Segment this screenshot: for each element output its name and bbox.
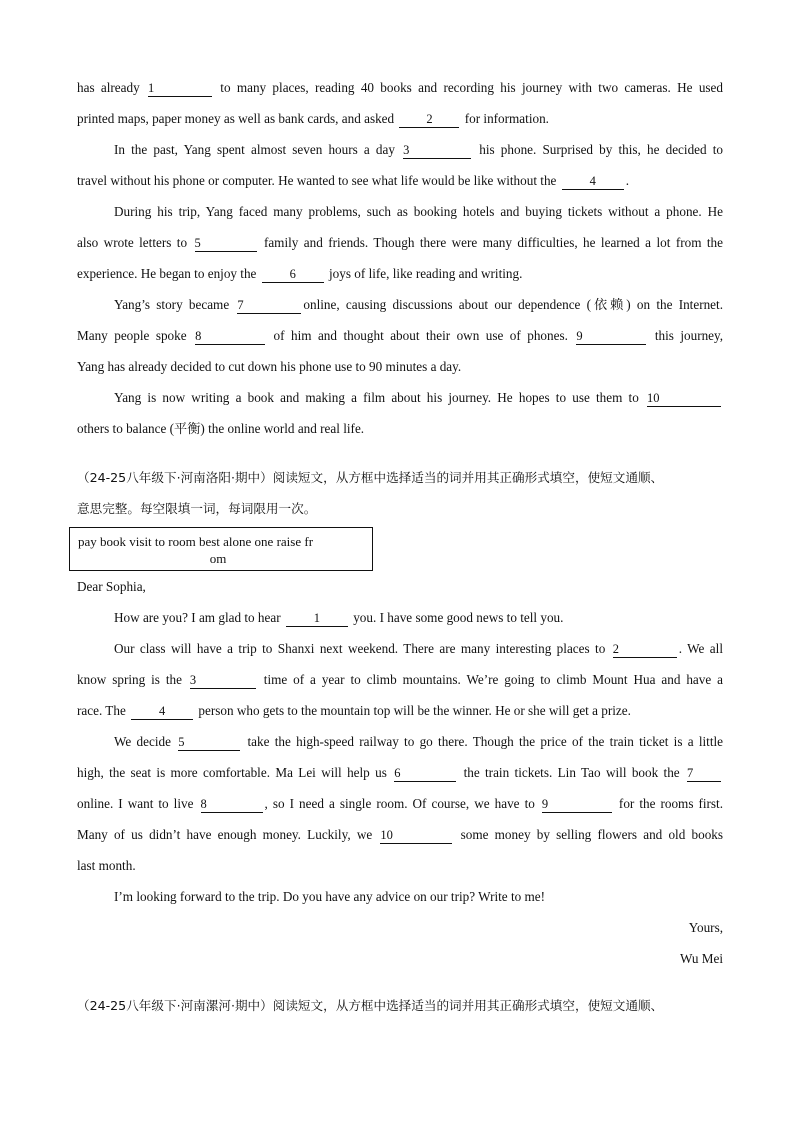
blank-3[interactable] <box>403 143 471 159</box>
instructions-line <box>77 462 723 493</box>
text: online. I want to live <box>77 796 194 811</box>
blank-number: 2 <box>426 112 433 126</box>
text: In the past, Yang spent almost seven hours a day <box>114 142 395 157</box>
blank-number: 10 <box>380 828 393 842</box>
blank-4[interactable] <box>131 704 193 720</box>
passage-line <box>77 103 723 134</box>
text: Yang is now writing a book and making a film about his journey. He hopes to use them to <box>114 390 639 405</box>
blank-8[interactable] <box>201 797 263 813</box>
text: Many people spoke <box>77 328 187 343</box>
text: of him and thought about their own use of phones. <box>273 328 568 343</box>
spacer <box>77 444 723 462</box>
blank-2[interactable] <box>399 112 459 128</box>
passage-line <box>77 227 723 258</box>
blank-number: 6 <box>289 267 296 281</box>
text: you. I have some good news to tell you. <box>353 610 564 625</box>
text: take the high-speed railway to go there. Though the price of the train ticket is a little <box>247 734 724 749</box>
passage-line <box>77 289 723 320</box>
blank-1[interactable] <box>148 81 212 97</box>
text: Many of us didn’t have enough money. Luckily, we <box>77 827 373 842</box>
text: this journey, <box>654 328 724 343</box>
blank-10[interactable] <box>380 828 452 844</box>
word-bank-line: om <box>209 551 227 566</box>
blank-8[interactable] <box>195 329 265 345</box>
text: his phone. Surprised by this, he decided to <box>479 142 724 157</box>
blank-number: 6 <box>394 766 401 780</box>
letter-line <box>77 695 723 726</box>
text: for information. <box>464 111 549 126</box>
letter-closing <box>77 912 723 943</box>
text: Yang’s story became <box>114 297 230 312</box>
blank-number: 9 <box>576 329 583 343</box>
text: for the rooms first. <box>618 796 724 811</box>
blank-7[interactable] <box>237 298 301 314</box>
blank-number: 7 <box>687 766 694 780</box>
letter-line <box>77 819 723 850</box>
passage-line <box>77 72 723 103</box>
text: time of a year to climb mountains. We’re going to climb Mount Hua and have a <box>263 672 724 687</box>
closing: Yours, <box>688 920 723 935</box>
blank-9[interactable] <box>576 329 646 345</box>
blank-number: 4 <box>158 704 166 718</box>
signature: Wu Mei <box>679 951 723 966</box>
letter-signature <box>77 943 723 974</box>
text: . <box>625 173 629 188</box>
text: high, the seat is more comfortable. Ma Lei will help us <box>77 765 387 780</box>
text: travel without his phone or computer. He wanted to see what life would be like without the <box>77 173 557 188</box>
letter-line <box>77 664 723 695</box>
greeting: Dear Sophia, <box>77 579 146 594</box>
blank-number: 3 <box>189 673 197 687</box>
exercise-luohe <box>77 990 723 1021</box>
text: others to balance (平衡) the online world and real life. <box>77 421 365 436</box>
letter-line <box>77 881 723 912</box>
passage-line <box>77 413 723 444</box>
text: family and friends. Though there were many difficulties, he learned a lot from the <box>263 235 724 250</box>
text: Yang has already decided to cut down his phone use to 90 minutes a day. <box>77 359 462 374</box>
text: race. The <box>77 703 126 718</box>
text: During his trip, Yang faced many problems, such as booking hotels and buying tickets without a phone. He <box>114 204 723 219</box>
blank-number: 5 <box>194 236 201 250</box>
text: joys of life, like reading and writing. <box>329 266 523 281</box>
text: I’m looking forward to the trip. Do you have any advice on our trip? Write to me! <box>114 889 545 904</box>
text: printed maps, paper money as well as bank cards, and asked <box>77 111 395 126</box>
letter-line <box>77 633 723 664</box>
passage-line <box>77 134 723 165</box>
text: . We all <box>678 641 723 656</box>
blank-number: 9 <box>541 797 549 811</box>
blank-10[interactable] <box>647 391 721 407</box>
passage-line <box>77 382 723 413</box>
worksheet-page <box>77 72 723 1021</box>
blank-number: 7 <box>237 298 244 312</box>
blank-5[interactable] <box>178 735 240 751</box>
exercise-luoyang <box>77 462 723 974</box>
blank-5[interactable] <box>195 236 257 252</box>
letter-greeting <box>77 571 723 602</box>
instructions: （24-25八年级下·河南洛阳·期中）阅读短文，从方框中选择适当的词并用其正确形式填空，使短文通顺、 <box>77 470 664 485</box>
text: We decide <box>114 734 171 749</box>
blank-4[interactable] <box>562 174 624 190</box>
text: to many places, reading 40 books and recording his journey with two cameras. He used <box>220 80 723 95</box>
blank-number: 4 <box>589 174 596 188</box>
instructions: 意思完整。每空限填一词，每词限用一次。 <box>77 501 317 516</box>
blank-number: 1 <box>313 611 321 625</box>
word-bank-line: pay book visit to room best alone one raise fr <box>78 534 314 549</box>
letter-line <box>77 850 723 881</box>
passage-line <box>77 320 723 351</box>
word-bank-box <box>69 527 373 571</box>
passage-yang <box>77 72 723 444</box>
letter-line <box>77 726 723 757</box>
blank-1[interactable] <box>286 611 348 627</box>
blank-number: 3 <box>403 143 410 157</box>
instructions: （24-25八年级下·河南漯河·期中）阅读短文，从方框中选择适当的词并用其正确形式填空，使短文通顺、 <box>77 998 664 1013</box>
text: Our class will have a trip to Shanxi next weekend. There are many interesting places to <box>114 641 606 656</box>
text: also wrote letters to <box>77 235 188 250</box>
letter-line <box>77 602 723 633</box>
passage-line <box>77 258 723 289</box>
blank-2[interactable] <box>613 642 677 658</box>
blank-3[interactable] <box>190 673 256 689</box>
instructions-line <box>77 990 723 1021</box>
passage-line <box>77 165 723 196</box>
text: last month. <box>77 858 136 873</box>
blank-number: 1 <box>147 81 155 95</box>
blank-9[interactable] <box>542 797 612 813</box>
spacer <box>77 974 723 990</box>
passage-line <box>77 196 723 227</box>
text: How are you? I am glad to hear <box>114 610 281 625</box>
text: has already <box>77 80 140 95</box>
text: some money by selling flowers and old books <box>460 827 724 842</box>
blank-number: 2 <box>612 642 619 656</box>
passage-line <box>77 351 723 382</box>
text: person who gets to the mountain top will be the winner. He or she will get a prize. <box>198 703 631 718</box>
text: experience. He began to enjoy the <box>77 266 257 281</box>
letter-line <box>77 788 723 819</box>
blank-number: 10 <box>647 391 660 405</box>
text: the train tickets. Lin Tao will book the <box>463 765 680 780</box>
letter-line <box>77 757 723 788</box>
blank-number: 8 <box>200 797 207 811</box>
text: know spring is the <box>77 672 182 687</box>
instructions-line <box>77 493 723 524</box>
text: , so I need a single room. Of course, we have to <box>264 796 535 811</box>
blank-number: 5 <box>178 735 185 749</box>
blank-number: 8 <box>195 329 202 343</box>
blank-6[interactable] <box>394 766 456 782</box>
blank-7[interactable] <box>687 766 721 782</box>
blank-6[interactable] <box>262 267 324 283</box>
text: online, causing discussions about our dependence (依赖) on the Internet. <box>303 297 723 312</box>
